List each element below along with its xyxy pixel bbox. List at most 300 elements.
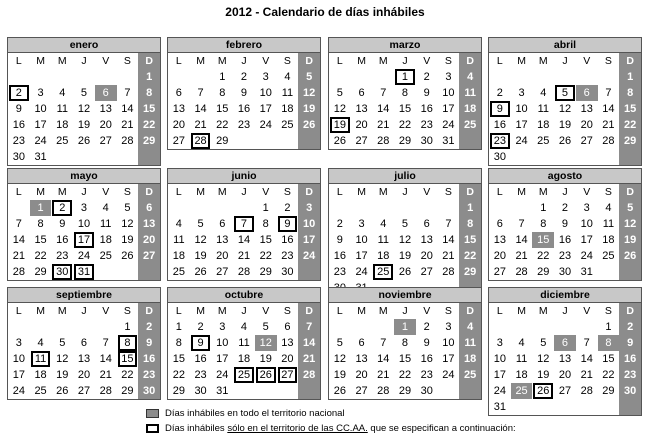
day-cell: 30: [420, 135, 433, 147]
weekday-header: S: [604, 305, 612, 317]
weekday-header: J: [562, 186, 568, 198]
day-cell: 1: [394, 69, 416, 85]
empty-cell: [190, 69, 212, 85]
day-cell: 26: [77, 135, 91, 147]
day-cell: 22: [602, 369, 615, 381]
empty-cell: [73, 69, 95, 85]
day-cell: 16: [420, 103, 433, 115]
day-cell: 11: [377, 234, 389, 246]
empty-cell: [438, 200, 460, 216]
day-cell: 17: [34, 119, 47, 131]
month-febrero: [167, 37, 321, 150]
weekday-header: L: [336, 305, 343, 317]
day-cell: 14: [194, 103, 207, 115]
day-cell: 24: [34, 135, 47, 147]
empty-cell: [117, 69, 139, 85]
day-cell: 28: [377, 385, 390, 397]
day-cell: 3: [15, 337, 22, 349]
day-cell: 9: [423, 87, 430, 99]
weekday-header: D: [459, 53, 481, 69]
weekday-header: M: [36, 186, 45, 198]
day-cell: 22: [138, 117, 160, 133]
day-cell: 4: [102, 202, 109, 214]
month-name: marzo: [329, 38, 481, 53]
weekday-header: D: [298, 53, 320, 69]
weekday-header: M: [36, 305, 45, 317]
day-cell: 12: [619, 216, 641, 232]
empty-cell: [51, 149, 73, 165]
day-cell: 1: [540, 202, 547, 214]
day-cell: 23: [333, 266, 346, 278]
day-cell: 28: [580, 385, 593, 397]
day-cell: 11: [99, 218, 112, 230]
day-cell: 1: [30, 200, 52, 216]
day-cell: 17: [259, 103, 272, 115]
empty-cell: [576, 69, 598, 85]
day-cell: 2: [496, 87, 503, 99]
day-cell: 12: [298, 85, 320, 101]
empty-cell: [619, 399, 641, 415]
day-cell: 15: [602, 353, 615, 365]
weekday-header: V: [262, 55, 270, 67]
day-cell: 16: [493, 119, 506, 131]
weekday-header: S: [444, 186, 452, 198]
weekday-header: S: [123, 186, 131, 198]
day-cell: 6: [423, 218, 430, 230]
empty-cell: [511, 399, 533, 415]
empty-cell: [459, 383, 481, 399]
day-cell: 10: [442, 87, 455, 99]
day-cell: 24: [580, 250, 593, 262]
day-cell: 12: [398, 234, 412, 246]
day-cell: 10: [216, 337, 229, 349]
day-cell: 6: [284, 321, 291, 333]
weekday-header: M: [357, 55, 366, 67]
day-cell: 17: [216, 353, 229, 365]
day-cell: 15: [34, 234, 47, 246]
day-cell: 24: [442, 369, 455, 381]
day-cell: 22: [619, 117, 641, 133]
day-cell: 19: [194, 250, 207, 262]
month-diciembre: [488, 287, 642, 416]
empty-cell: [30, 69, 52, 85]
day-cell: 21: [121, 119, 134, 131]
day-cell: 6: [358, 87, 365, 99]
month-junio: [167, 168, 321, 281]
legend-regional: [146, 423, 516, 435]
day-cell: 8: [37, 218, 44, 230]
day-cell: 14: [12, 234, 25, 246]
empty-cell: [211, 200, 233, 216]
day-cell: 29: [619, 133, 641, 149]
empty-cell: [255, 133, 277, 149]
legend-regional-underlined: sólo en el territorio de las CC.AA.: [227, 423, 368, 434]
weekday-header: M: [538, 305, 548, 317]
month-name: mayo: [8, 169, 160, 184]
day-cell: 22: [259, 250, 272, 262]
day-cell: 14: [99, 353, 112, 365]
month-mayo: [7, 168, 161, 281]
day-cell: 2: [619, 319, 641, 335]
weekday-header: S: [604, 186, 612, 198]
day-cell: 11: [459, 85, 481, 101]
month-name: octubre: [168, 288, 320, 303]
weekday-header: V: [102, 186, 110, 198]
day-cell: 10: [355, 234, 368, 246]
day-cell: 24: [493, 385, 506, 397]
empty-cell: [598, 69, 620, 85]
day-cell: 9: [423, 337, 430, 349]
empty-cell: [95, 319, 117, 335]
day-cell: 26: [298, 117, 320, 133]
day-cell: 29: [34, 266, 47, 278]
day-cell: 18: [515, 369, 528, 381]
weekday-header: M: [517, 186, 526, 198]
day-cell: 8: [540, 218, 547, 230]
empty-cell: [298, 264, 320, 280]
day-cell: 6: [576, 85, 598, 101]
weekday-header: L: [496, 186, 503, 198]
day-cell: 31: [216, 385, 229, 397]
day-cell: 2: [561, 202, 569, 214]
day-cell: 6: [496, 218, 503, 230]
day-cell: 29: [216, 135, 229, 147]
weekday-header: D: [298, 303, 320, 319]
empty-cell: [459, 133, 481, 149]
day-cell: 31: [580, 266, 593, 278]
empty-cell: [277, 133, 299, 149]
day-cell: 18: [34, 369, 47, 381]
day-cell: 13: [99, 103, 112, 115]
day-cell: 18: [56, 119, 69, 131]
day-cell: 28: [602, 135, 615, 147]
day-cell: 24: [355, 266, 368, 278]
weekday-header: J: [81, 305, 87, 317]
day-cell: 31: [493, 401, 506, 413]
day-cell: 10: [12, 353, 25, 365]
day-cell: 28: [12, 266, 25, 278]
day-cell: 9: [336, 234, 343, 246]
weekday-header: M: [217, 186, 227, 198]
day-cell: 16: [56, 234, 69, 246]
day-cell: 26: [255, 367, 277, 383]
day-cell: 19: [398, 250, 412, 262]
month-abril: [488, 37, 642, 166]
empty-cell: [95, 264, 117, 280]
day-cell: 11: [281, 87, 294, 99]
month-octubre: [167, 287, 321, 400]
day-cell: 10: [515, 103, 528, 115]
page-title: 2012 - Calendario de días inhábiles: [225, 5, 425, 19]
weekday-header: M: [538, 186, 548, 198]
empty-cell: [233, 200, 255, 216]
day-cell: 2: [423, 321, 430, 333]
day-cell: 9: [190, 335, 212, 351]
day-cell: 27: [277, 367, 299, 383]
day-cell: 4: [605, 202, 612, 214]
day-cell: 21: [377, 119, 390, 131]
day-cell: 10: [298, 216, 320, 232]
day-cell: 6: [175, 87, 182, 99]
weekday-header: S: [283, 55, 291, 67]
empty-cell: [117, 264, 139, 280]
month-name: diciembre: [489, 288, 641, 303]
day-cell: 12: [56, 353, 69, 365]
day-cell: 7: [583, 337, 590, 349]
day-cell: 7: [445, 218, 452, 230]
day-cell: 17: [515, 119, 528, 131]
day-cell: 17: [355, 250, 368, 262]
day-cell: 23: [489, 133, 511, 149]
day-cell: 28: [442, 266, 455, 278]
day-cell: 21: [194, 119, 207, 131]
day-cell: 25: [99, 250, 112, 262]
day-cell: 25: [459, 367, 481, 383]
day-cell: 4: [459, 69, 481, 85]
day-cell: 4: [175, 218, 182, 230]
weekday-header: L: [175, 305, 182, 317]
legend-regional-suffix: que se especifican a continuación:: [367, 423, 516, 434]
empty-cell: [394, 200, 416, 216]
day-cell: 19: [537, 369, 550, 381]
day-cell: 27: [138, 248, 160, 264]
empty-cell: [351, 319, 373, 335]
day-cell: 18: [237, 353, 251, 365]
day-cell: 29: [398, 135, 412, 147]
weekday-header: J: [402, 55, 408, 67]
day-cell: 13: [493, 234, 506, 246]
day-cell: 7: [518, 218, 525, 230]
weekday-header: M: [357, 305, 366, 317]
day-cell: 25: [281, 119, 294, 131]
day-cell: 1: [124, 321, 131, 333]
day-cell: 29: [138, 133, 160, 149]
empty-cell: [416, 200, 438, 216]
day-cell: 10: [493, 353, 506, 365]
day-cell: 16: [194, 353, 207, 365]
day-cell: 13: [558, 353, 572, 365]
day-cell: 27: [216, 266, 229, 278]
day-cell: 18: [172, 250, 185, 262]
empty-cell: [532, 319, 554, 335]
day-cell: 7: [124, 87, 131, 99]
empty-cell: [51, 69, 73, 85]
day-cell: 13: [355, 103, 368, 115]
weekday-header: M: [196, 305, 205, 317]
day-cell: 23: [420, 369, 433, 381]
day-cell: 2: [197, 321, 204, 333]
day-cell: 27: [172, 135, 185, 147]
month-agosto: [488, 168, 642, 281]
day-cell: 24: [77, 250, 91, 262]
day-cell: 23: [420, 119, 433, 131]
day-cell: 3: [298, 200, 320, 216]
day-cell: 22: [537, 250, 550, 262]
day-cell: 9: [240, 87, 248, 99]
day-cell: 15: [172, 353, 185, 365]
weekday-header: M: [357, 186, 366, 198]
day-cell: 22: [459, 248, 481, 264]
day-cell: 30: [493, 151, 506, 163]
day-cell: 31: [442, 135, 455, 147]
day-cell: 26: [558, 135, 572, 147]
day-cell: 15: [259, 234, 272, 246]
day-cell: 13: [216, 234, 229, 246]
day-cell: 3: [445, 321, 452, 333]
day-cell: 17: [442, 353, 455, 365]
weekday-header: M: [217, 55, 227, 67]
day-cell: 2: [336, 218, 343, 230]
day-cell: 14: [442, 234, 455, 246]
day-cell: 23: [56, 250, 69, 262]
day-cell: 4: [37, 337, 44, 349]
empty-cell: [8, 69, 30, 85]
weekday-header: L: [336, 186, 343, 198]
day-cell: 21: [515, 250, 528, 262]
weekday-header: L: [15, 305, 22, 317]
empty-cell: [30, 319, 52, 335]
weekday-header: J: [402, 186, 408, 198]
weekday-header: S: [444, 305, 452, 317]
empty-cell: [372, 319, 394, 335]
weekday-header: J: [81, 55, 87, 67]
weekday-header: M: [517, 305, 526, 317]
day-cell: 25: [511, 383, 533, 399]
empty-cell: [95, 149, 117, 165]
day-cell: 22: [172, 369, 185, 381]
empty-cell: [138, 149, 160, 165]
weekday-header: L: [15, 186, 22, 198]
day-cell: 30: [281, 266, 294, 278]
day-cell: 5: [554, 85, 576, 101]
day-cell: 25: [459, 117, 481, 133]
day-cell: 6: [95, 85, 117, 101]
day-cell: 3: [445, 71, 452, 83]
day-cell: 8: [619, 85, 641, 101]
day-cell: 12: [333, 103, 346, 115]
empty-cell: [8, 319, 30, 335]
day-cell: 20: [281, 353, 294, 365]
day-cell: 8: [401, 337, 409, 349]
regional-swatch-icon: [146, 424, 159, 433]
day-cell: 20: [355, 369, 368, 381]
day-cell: 4: [240, 321, 248, 333]
day-cell: 14: [237, 234, 251, 246]
day-cell: 23: [619, 367, 641, 383]
day-cell: 23: [281, 250, 294, 262]
day-cell: 28: [237, 266, 251, 278]
weekday-header: V: [423, 186, 431, 198]
day-cell: 15: [459, 232, 481, 248]
weekday-header: V: [102, 305, 110, 317]
weekday-header: S: [283, 186, 291, 198]
day-cell: 26: [121, 250, 134, 262]
day-cell: 24: [298, 248, 320, 264]
empty-cell: [438, 383, 460, 399]
weekday-header: D: [459, 184, 481, 200]
month-name: febrero: [168, 38, 320, 53]
day-cell: 6: [138, 200, 160, 216]
day-cell: 15: [398, 103, 412, 115]
weekday-header: S: [283, 305, 291, 317]
empty-cell: [298, 133, 320, 149]
day-cell: 21: [580, 369, 593, 381]
day-cell: 20: [216, 250, 229, 262]
day-cell: 19: [259, 353, 272, 365]
weekday-header: D: [138, 53, 160, 69]
day-cell: 30: [138, 383, 160, 399]
day-cell: 5: [336, 337, 343, 349]
day-cell: 23: [558, 250, 572, 262]
day-cell: 3: [496, 337, 503, 349]
day-cell: 16: [281, 234, 294, 246]
month-name: septiembre: [8, 288, 160, 303]
month-name: agosto: [489, 169, 641, 184]
day-cell: 13: [281, 337, 294, 349]
day-cell: 29: [602, 385, 615, 397]
day-cell: 19: [298, 101, 320, 117]
day-cell: 28: [121, 135, 134, 147]
month-name: noviembre: [329, 288, 481, 303]
day-cell: 6: [554, 335, 576, 351]
day-cell: 8: [138, 85, 160, 101]
empty-cell: [329, 319, 351, 335]
day-cell: 30: [420, 385, 433, 397]
day-cell: 14: [377, 103, 390, 115]
weekday-header: V: [262, 186, 270, 198]
day-cell: 3: [37, 87, 44, 99]
empty-cell: [190, 200, 212, 216]
day-cell: 10: [34, 103, 47, 115]
day-cell: 11: [30, 351, 52, 367]
empty-cell: [511, 149, 533, 165]
empty-cell: [511, 69, 533, 85]
day-cell: 8: [175, 337, 182, 349]
empty-cell: [532, 69, 554, 85]
day-cell: 12: [121, 218, 134, 230]
weekday-header: L: [15, 55, 22, 67]
day-cell: 15: [619, 101, 641, 117]
day-cell: 20: [493, 250, 506, 262]
legend-national: [146, 408, 345, 420]
weekday-header: D: [619, 303, 641, 319]
empty-cell: [73, 319, 95, 335]
empty-cell: [138, 264, 160, 280]
day-cell: 5: [80, 87, 88, 99]
weekday-header: J: [402, 305, 408, 317]
month-noviembre: [328, 287, 482, 400]
day-cell: 20: [138, 232, 160, 248]
day-cell: 15: [398, 353, 412, 365]
day-cell: 10: [580, 218, 593, 230]
day-cell: 13: [138, 216, 160, 232]
weekday-header: M: [378, 186, 388, 198]
day-cell: 6: [80, 337, 88, 349]
day-cell: 7: [380, 337, 387, 349]
day-cell: 24: [442, 119, 455, 131]
weekday-header: J: [241, 186, 247, 198]
day-cell: 7: [15, 218, 22, 230]
empty-cell: [8, 200, 30, 216]
empty-cell: [619, 149, 641, 165]
weekday-header: S: [444, 55, 452, 67]
day-cell: 16: [333, 250, 346, 262]
weekday-header: M: [196, 186, 205, 198]
day-cell: 20: [420, 250, 433, 262]
day-cell: 13: [77, 353, 91, 365]
day-cell: 21: [12, 250, 25, 262]
day-cell: 11: [459, 335, 481, 351]
